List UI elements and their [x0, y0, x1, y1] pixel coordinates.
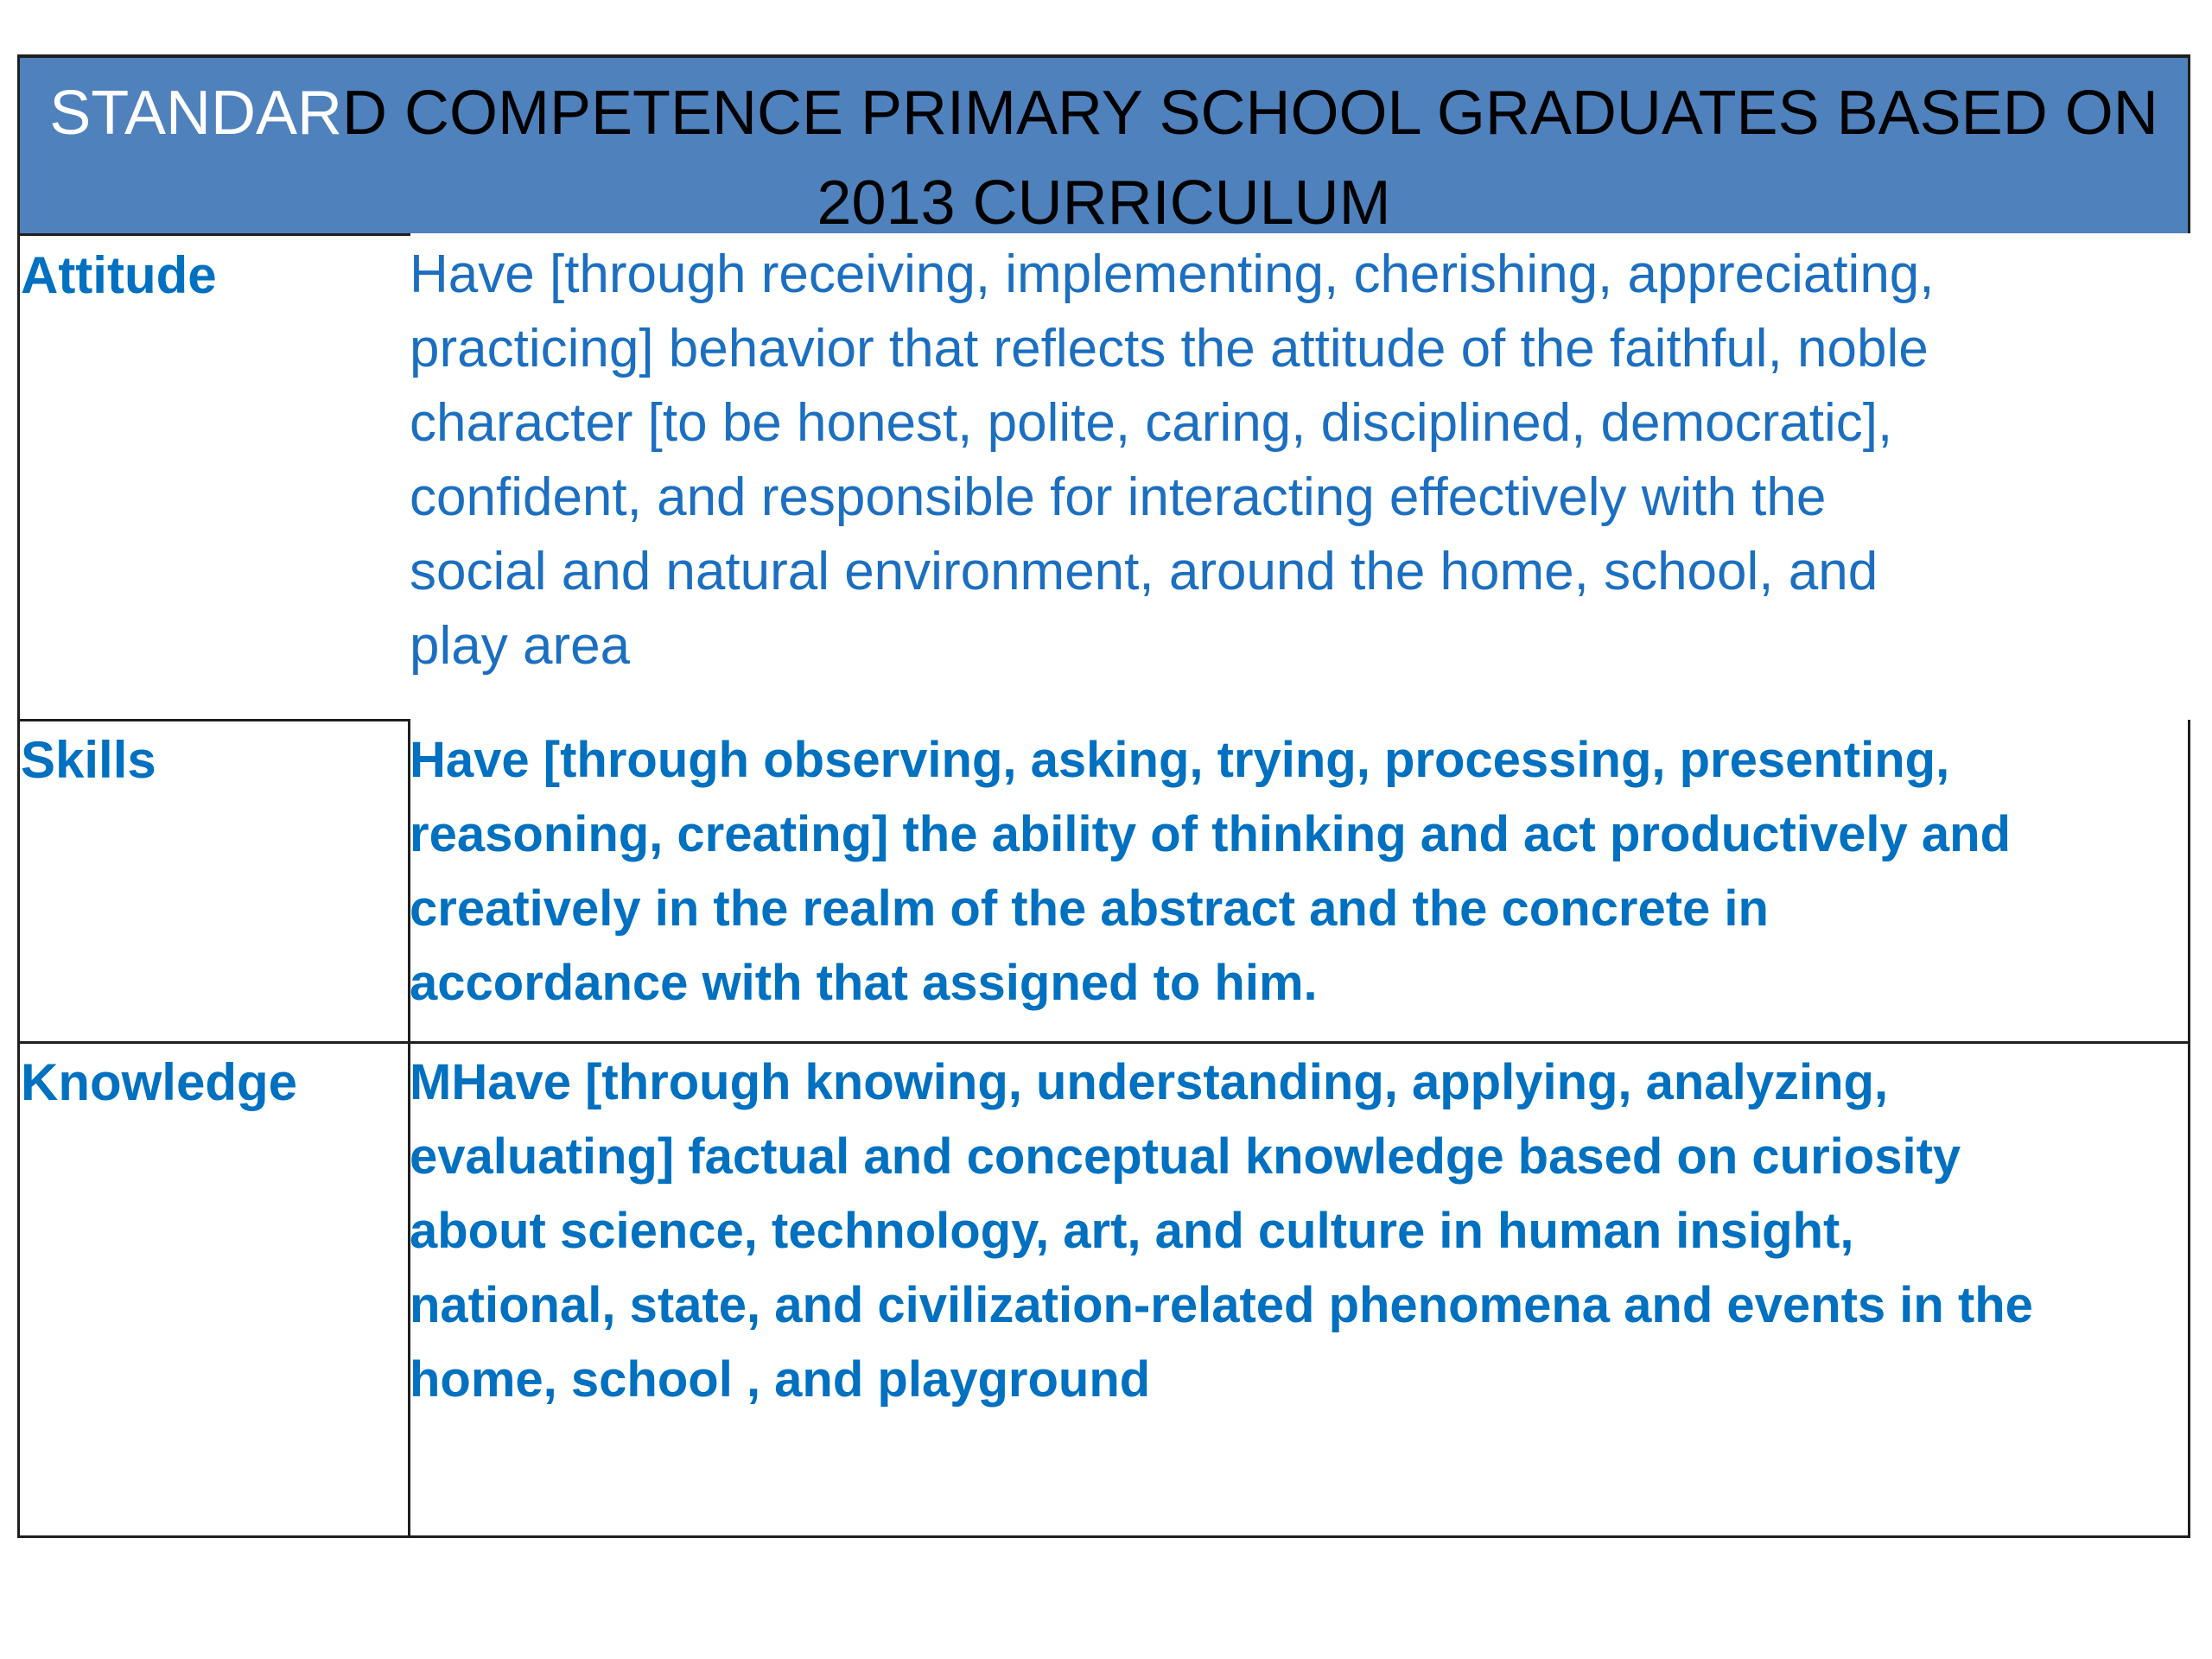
header-title-line-2: 2013 CURRICULUM	[817, 168, 1391, 238]
row-divider-skills-knowledge	[17, 1041, 2190, 1044]
attitude-line: Have [through receiving, implementing, cherishing, appreciating,	[410, 245, 1935, 304]
table-border-left	[17, 233, 20, 1538]
attitude-line: character [to be honest, polite, caring, disciplined, democratic],	[410, 393, 1893, 453]
knowledge-line: national, state, and civilization-related phenomena and events in the	[410, 1277, 2033, 1333]
knowledge-line: home, school , and playground	[410, 1351, 1151, 1408]
header-title-lead: STANDAR	[49, 79, 342, 148]
table-header	[17, 54, 2190, 238]
skills-line: creatively in the realm of the abstract and the concrete in	[410, 880, 1769, 937]
row-description-attitude	[410, 238, 2172, 683]
skills-line: Have [through observing, asking, trying, processing, presenting,	[410, 732, 1950, 788]
knowledge-line: about science, technology, art, and culture in human insight,	[410, 1203, 1854, 1259]
knowledge-line: MHave [through knowing, understanding, applying, analyzing,	[410, 1054, 1889, 1110]
attitude-line: confident, and responsible for interacting effectively with the	[410, 467, 1827, 527]
table-border-right	[2188, 720, 2190, 1538]
attitude-line: social and natural environment, around the home, school, and	[410, 542, 1878, 601]
knowledge-line: evaluating] factual and conceptual knowledge based on curiosity	[410, 1128, 1961, 1185]
header-title-line-1	[20, 68, 2188, 158]
row-label-knowledge: Knowledge	[21, 1053, 298, 1111]
skills-line: reasoning, creating] the ability of thinking and act productively and	[410, 806, 2012, 862]
skills-line: accordance with that assigned to him.	[410, 955, 1318, 1011]
table-border-bottom	[17, 1535, 2190, 1538]
header-title-rest: D COMPETENCE PRIMARY SCHOOL GRADUATES BASED ON	[341, 79, 2158, 148]
attitude-line: practicing] behavior that reflects the attitude of the faithful, noble	[410, 319, 1929, 378]
row-label-skills: Skills	[21, 731, 156, 789]
table-border-header-bottom	[17, 233, 410, 236]
row-divider-attitude-skills	[17, 719, 410, 721]
row-description-knowledge	[410, 1046, 2172, 1417]
row-label-attitude: Attitude	[21, 246, 217, 304]
attitude-line: play area	[410, 616, 631, 676]
row-description-skills	[410, 723, 2172, 1020]
